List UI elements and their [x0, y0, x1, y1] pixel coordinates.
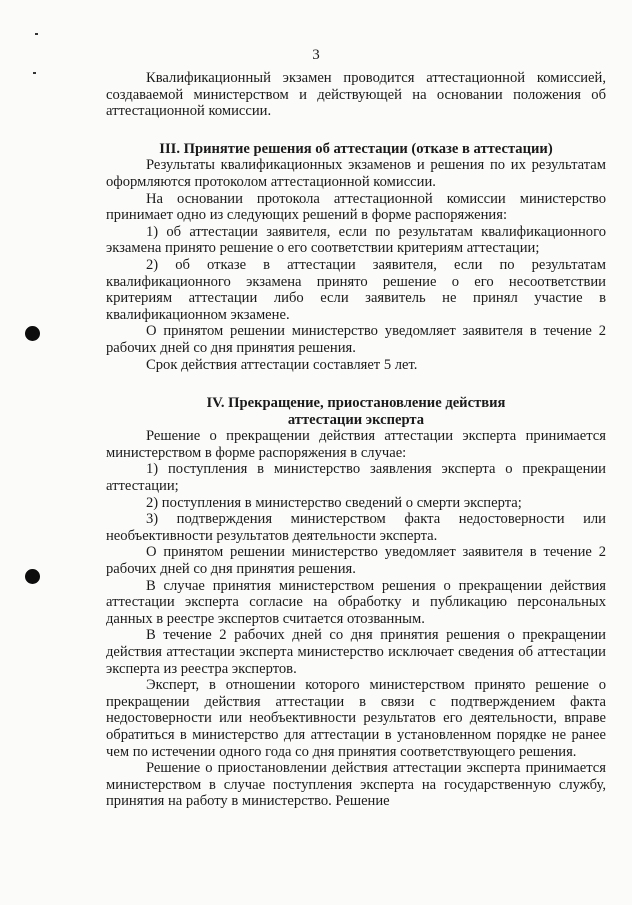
- list-item: 3) подтверждения министерством факта недостоверности или необъективности результатов деятельности эксперта.: [106, 511, 606, 544]
- paragraph: Решение о прекращении действия аттестации эксперта принимается министерством в форме распоряжения в случае:: [106, 428, 606, 461]
- paragraph: Результаты квалификационных экзаменов и решения по их результатам оформляются протоколом аттестационной комиссии.: [106, 157, 606, 190]
- paragraph: Решение о приостановлении действия аттестации эксперта принимается министерством в случае поступления эксперта на государственную службу, принятия на работу в министерство. Решение: [106, 760, 606, 810]
- paragraph: Срок действия аттестации составляет 5 лет.: [146, 356, 418, 373]
- document-body: [106, 70, 606, 810]
- scan-speck: [35, 33, 38, 35]
- paragraph: На основании протокола аттестационной комиссии министерство принимает одно из следующих решений в форме распоряжения:: [106, 190, 606, 224]
- paragraph: В случае принятия министерством решения о прекращении действия аттестации эксперта согласие на обработку и публикацию персональных данных в реестре экспертов считается отозванным.: [106, 577, 606, 627]
- punch-hole: [25, 569, 40, 584]
- paragraph: В течение 2 рабочих дней со дня принятия решения о прекращении действия аттестации эксперта министерство исключает сведения об аттестации эксперта из реестра экспертов.: [106, 627, 606, 677]
- paragraph: Эксперт, в отношении которого министерством принято решение о прекращении действия аттестации в связи с подтверждением факта недостоверности или необъективности результатов его деятельности, вправе обратиться в министерство для аттестации в установленном порядке не ранее чем по истечении одного года со дня принятия соответствующего решения.: [106, 677, 606, 760]
- scan-speck: [33, 72, 36, 74]
- list-item: 1) поступления в министерство заявления эксперта о прекращении аттестации;: [106, 461, 606, 495]
- list-item: 2) поступления в министерство сведений о смерти эксперта;: [146, 494, 522, 511]
- intro-paragraph: Квалификационный экзамен проводится аттестационной комиссией, создаваемой министерством и действующей на основании положения об аттестационной комиссии.: [106, 70, 606, 120]
- punch-hole: [25, 326, 40, 341]
- list-item: 2) об отказе в аттестации заявителя, если по результатам квалификационного экзамена принято решение о его несоответствии критериям аттестации либо если заявитель не принял участие в квалификационном экзамене.: [106, 256, 606, 323]
- section-4-heading-line1: IV. Прекращение, приостановление действия: [206, 395, 506, 412]
- list-item: 1) об аттестации заявителя, если по результатам квалификационного экзамена принято решение о его соответствии критериям аттестации;: [106, 223, 606, 257]
- section-4-heading-line2: аттестации эксперта: [287, 411, 425, 428]
- paragraph: О принятом решении министерство уведомляет заявителя в течение 2 рабочих дней со дня принятия решения.: [106, 323, 606, 356]
- section-3-heading: III. Принятие решения об аттестации (отказе в аттестации): [159, 140, 553, 157]
- page-number: 3: [312, 47, 320, 63]
- section-4-heading: [106, 395, 606, 428]
- paragraph: О принятом решении министерство уведомляет заявителя в течение 2 рабочих дней со дня принятия решения.: [106, 544, 606, 578]
